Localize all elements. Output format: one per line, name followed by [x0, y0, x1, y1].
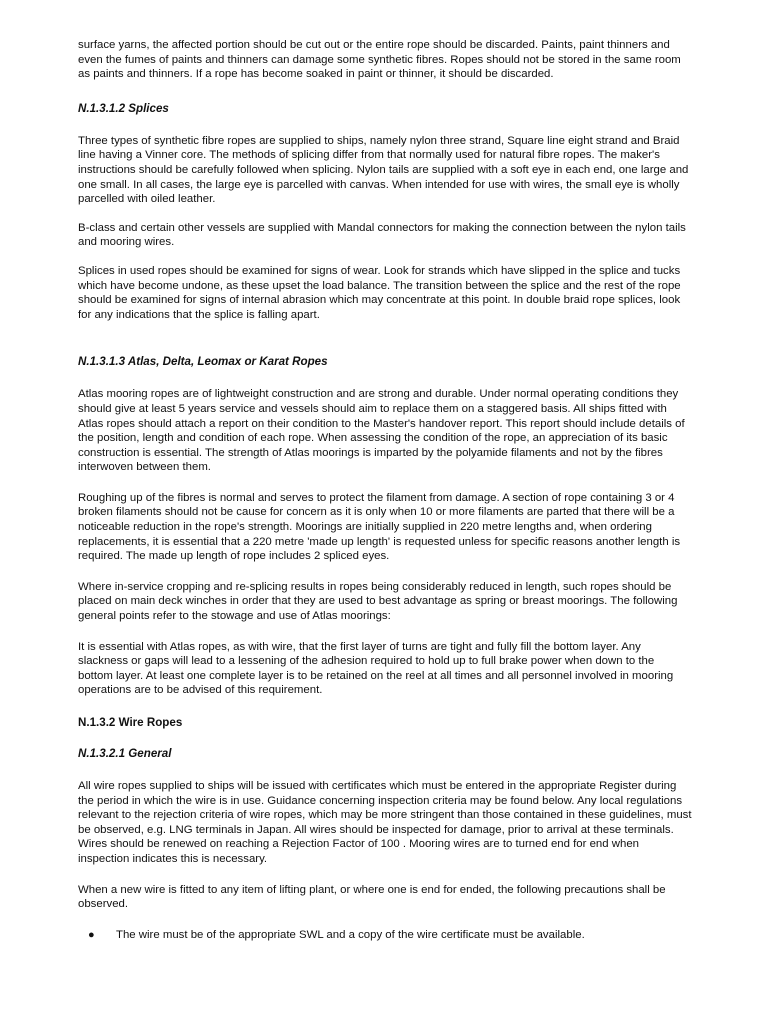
heading-atlas-ropes: N.1.3.1.3 Atlas, Delta, Leomax or Karat Ropes: [78, 355, 328, 369]
paragraph-atlas-construction: Atlas mooring ropes are of lightweight construction and are strong and durable. Under normal operating conditions they should give at least 5 years service and vessels should aim to replace them on a staggered basis. All ships fitted with Atlas ropes should attach a report on their condition to the Master's handover report. This report should include details of the position, length and condition of each rope. When assessing the condition of the rope, an appreciation of its basic construction is essential. The strength of Atlas moorings is imparted by the polyamide filaments and not by the fibres interwoven between them.: [78, 388, 685, 474]
list-item-text: The wire must be of the appropriate SWL and a copy of the wire certificate must be available.: [116, 928, 585, 941]
paragraph-new-wire-precautions: When a new wire is fitted to any item of lifting plant, or where one is end for ended, the following precautions shall be observed.: [78, 883, 666, 911]
heading-wire-ropes: N.1.3.2 Wire Ropes: [78, 716, 183, 729]
document-page: [78, 38, 692, 942]
paragraph-cropping-resplicing: Where in-service cropping and re-splicing results in ropes being considerably reduced in length, such ropes should be placed on main deck winches in order that they are used to best advantage as spring or breast moorings. The following general points refer to the stowage and use of Atlas moorings:: [78, 580, 678, 623]
paragraph-paint-thinners: surface yarns, the affected portion should be cut out or the entire rope should be discarded. Paints, paint thinners and even the fumes of paints and thinners can damage some synthetic fibres. Ropes should not be stored in the same room as paints and thinners. If a rope has become soaked in paint or thinner, it should be discarded.: [78, 39, 681, 81]
list-item: [78, 928, 692, 943]
paragraph-wire-certificates: All wire ropes supplied to ships will be issued with certificates which must be entered in the appropriate Register during the period in which the wire is in use. Guidance concerning inspection criteria may be found below. Any local regulations relevant to the rejection criteria of wire ropes, which may be more stringent than those contained in these guidelines, must be observed, e.g. LNG terminals in Japan. All wires should be inspected for damage, prior to arrival at these terminals. Wires should be renewed on reaching a Rejection Factor of 100 . Mooring wires are to turned end for end when inspection indicates this is necessary.: [78, 780, 692, 865]
paragraph-roughing-fibres: Roughing up of the fibres is normal and serves to protect the filament from damage. A section of rope containing 3 or 4 broken filaments should not be cause for concern as it is only when 10 or more filaments are parted that there will be a noticeable reduction in the rope's strength. Moorings are initially supplied in 220 metre lengths and, when ordering replacements, it is essential that a 220 metre 'made up length' is requested unless for specific reasons another length is required. The made up length of rope includes 2 spliced eyes.: [78, 491, 681, 563]
heading-general: N.1.3.2.1 General: [78, 747, 172, 760]
bullet-icon: ●: [88, 928, 95, 941]
paragraph-synthetic-ropes: Three types of synthetic fibre ropes are supplied to ships, namely nylon three strand, Square line eight strand and Braid line having a Vinner core. The methods of splicing differ from that normally used for natural fibre ropes. The maker's instructions should be carefully followed when splicing. Nylon tails are supplied with a soft eye in each end, one large and one small. In all cases, the large eye is parcelled with canvas. When intended for use with wires, the small eye is wholly parcelled with oiled leather.: [78, 134, 689, 206]
paragraph-splice-inspection: Splices in used ropes should be examined for signs of wear. Look for strands which have slipped in the splice and tucks which have become undone, as these upset the load balance. The transition between the splice and the rest of the rope should be examined for signs of internal abrasion which may concentrate at this point. In double braid rope splices, look for any indications that the splice is falling apart.: [78, 264, 681, 321]
heading-splices: N.1.3.1.2 Splices: [78, 101, 169, 115]
paragraph-mandal-connectors: B-class and certain other vessels are supplied with Mandal connectors for making the connection between the nylon tails and mooring wires.: [78, 221, 686, 249]
precautions-list: [78, 928, 692, 943]
paragraph-first-layer: It is essential with Atlas ropes, as with wire, that the first layer of turns are tight and fully fill the bottom layer. Any slackness or gaps will lead to a lessening of the adhesion required to hold up to full brake power when down to the bottom layer. At least one complete layer is to be retained on the reel at all times and all personnel involved in mooring operations are to be advised of this requirement.: [78, 640, 674, 697]
